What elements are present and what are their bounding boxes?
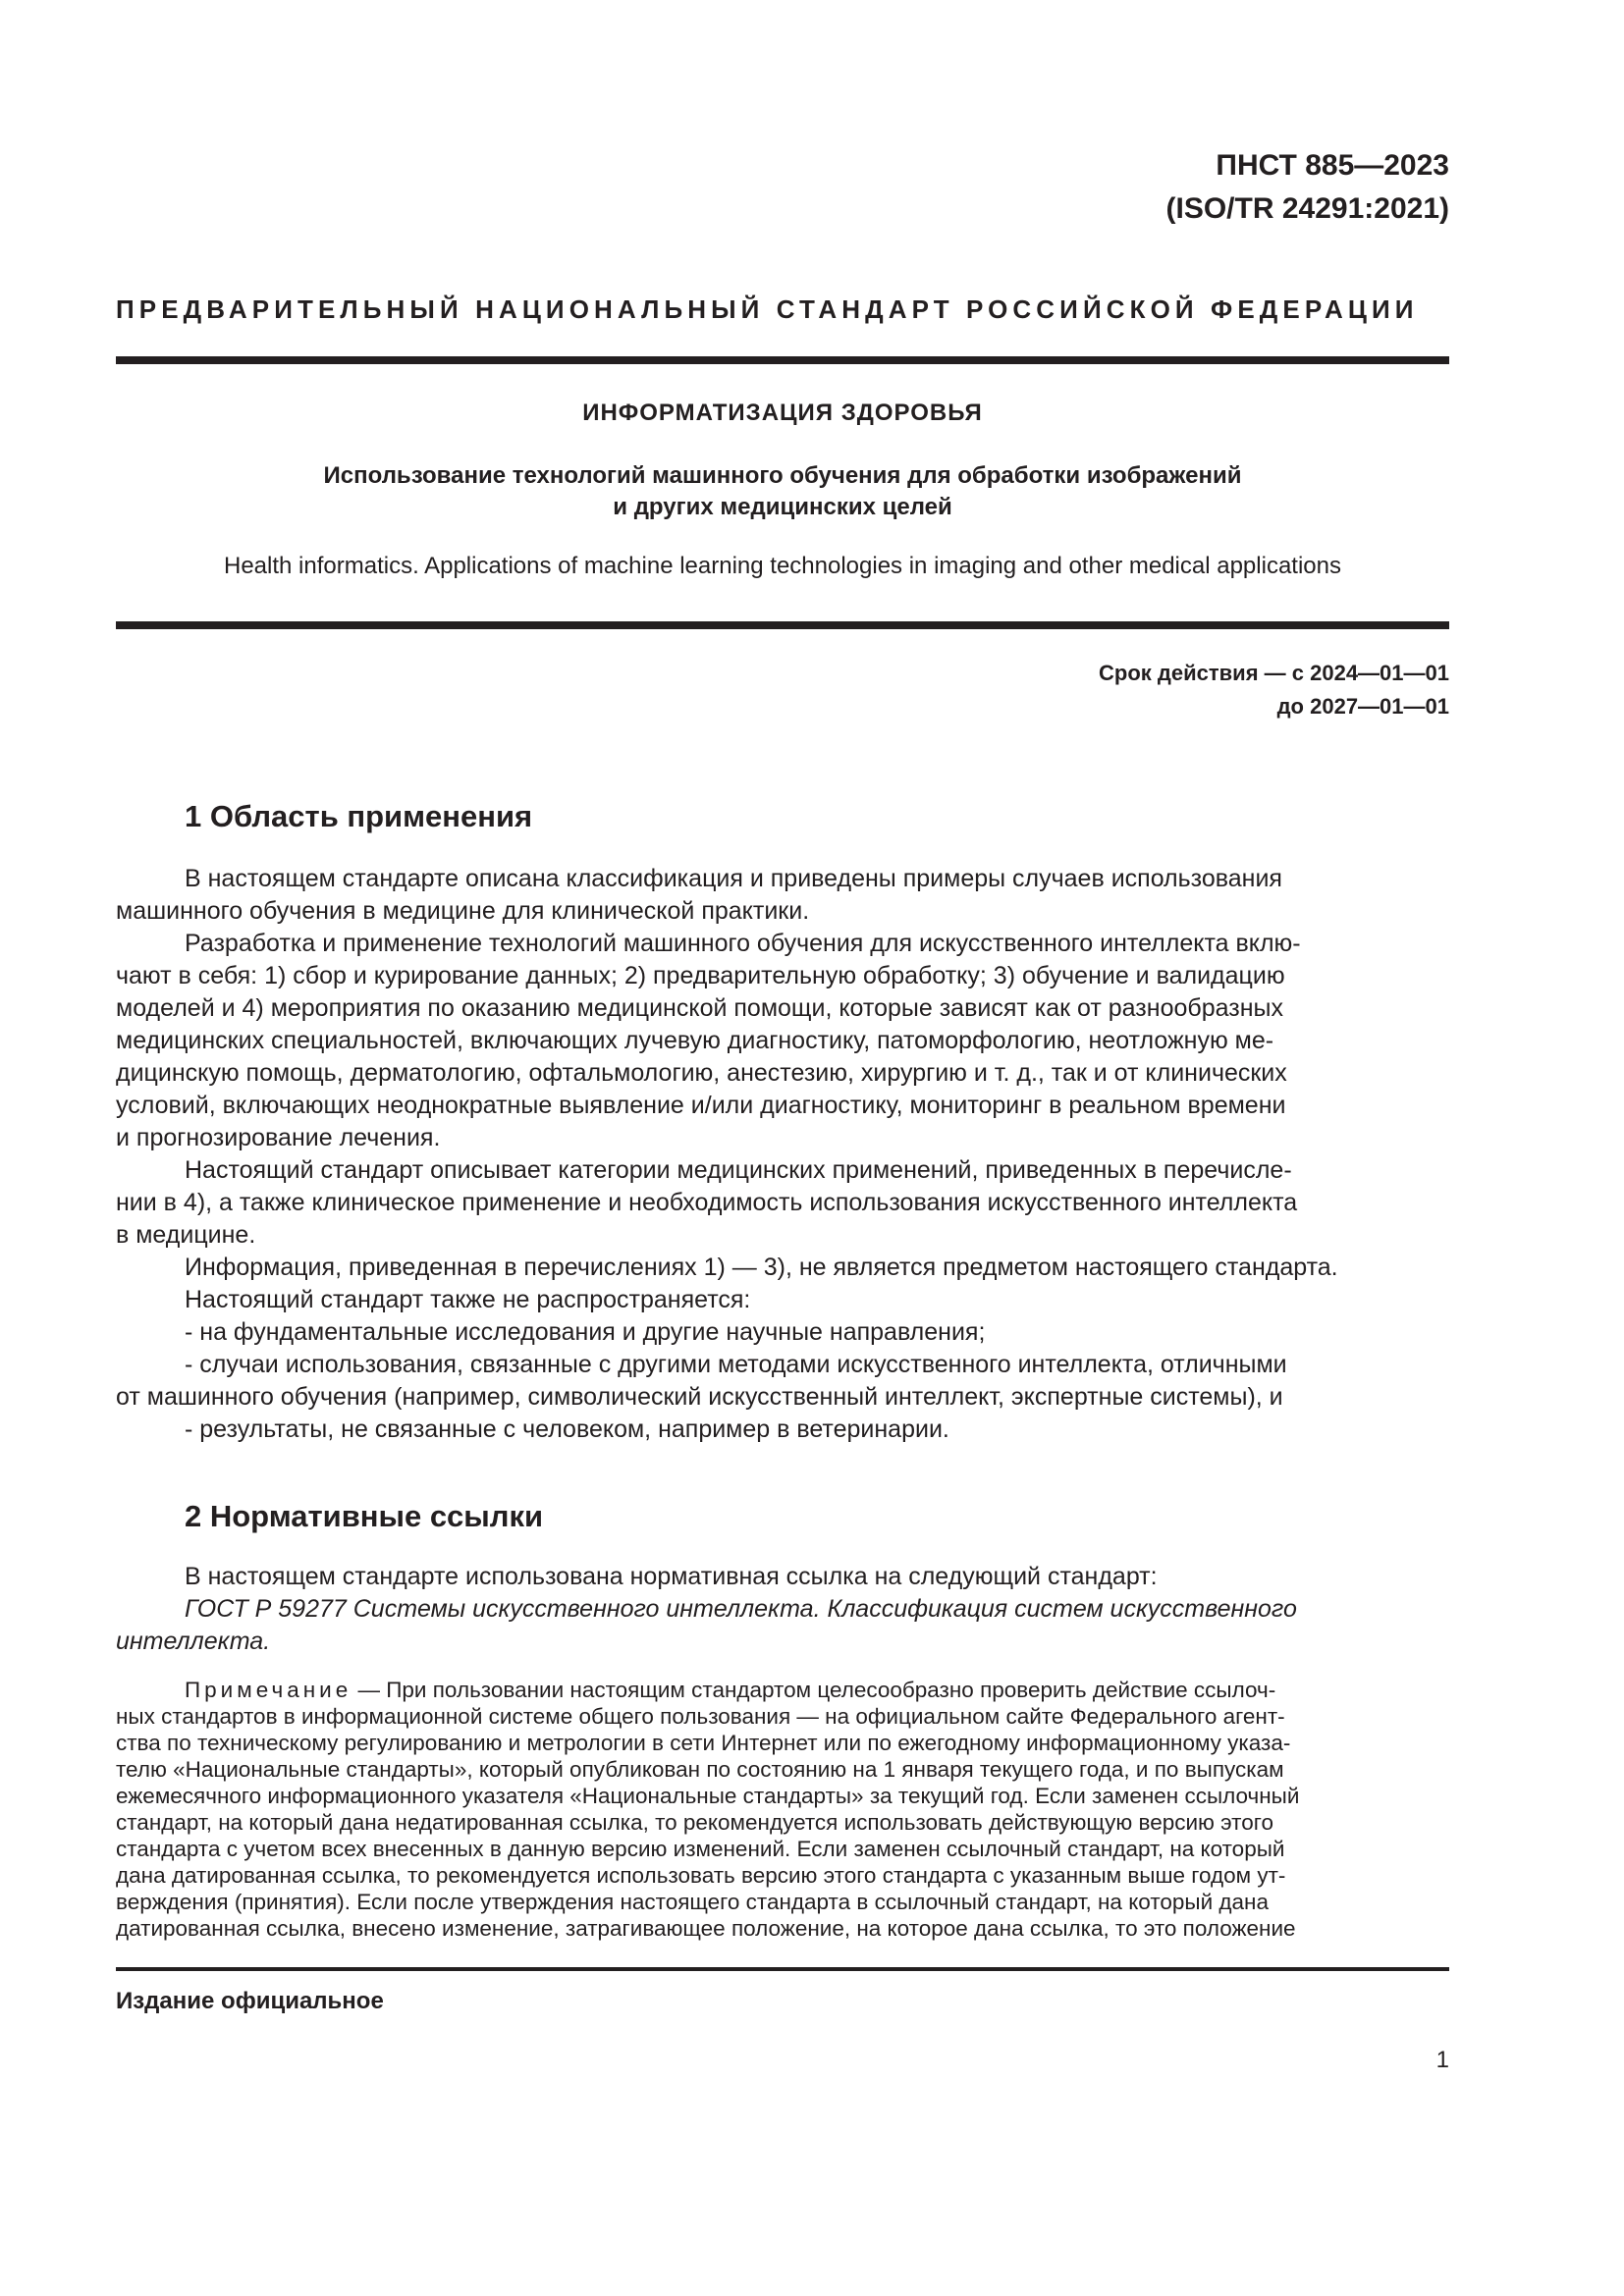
section1-line: Разработка и применение технологий машинного обучения для искусственного интеллекта вклю- <box>185 930 1301 957</box>
section1-line: нии в 4), а также клиническое применение и необходимость использования искусственного интеллекта <box>116 1189 1298 1216</box>
edition-label: Издание официальное <box>116 1988 384 2014</box>
note-line: верждения (принятия). Если после утверждения настоящего стандарта в ссылочный стандарт, на который дана <box>116 1890 1269 1914</box>
note-line: стандарт, на который дана недатированная ссылка, то рекомендуется использовать действующую версию этого <box>116 1810 1273 1835</box>
footer-rule <box>116 1967 1449 1971</box>
note-line: дана датированная ссылка, то рекомендуется использовать версию этого стандарта с указанным выше годом ут- <box>116 1863 1286 1888</box>
note-line: телю «Национальные стандарты», который опубликован по состоянию на 1 января текущего года, и по выпускам <box>116 1757 1284 1782</box>
section2-heading: 2 Нормативные ссылки <box>185 1499 544 1533</box>
standard-code: ПНСТ 885—2023 <box>1216 149 1449 182</box>
note-line <box>185 1677 1449 1703</box>
note-line: датированная ссылка, внесено изменение, затрагивающее положение, на которое дана ссылка, то это положение <box>116 1916 1296 1941</box>
section1-line: дицинскую помощь, дерматологию, офтальмологию, анестезию, хирургию и т. д., так и от клинических <box>116 1059 1287 1087</box>
note-line: ежемесячного информационного указателя «Национальные стандарты» за текущий год. Если заменен ссылочный <box>116 1784 1300 1808</box>
section1-line: чают в себя: 1) сбор и курирование данных; 2) предварительную обработку; 3) обучение и валидацию <box>116 962 1285 989</box>
section1-line: в медицине. <box>116 1221 256 1249</box>
title-ru-line2: и других медицинских целей <box>613 494 952 520</box>
note-line: стандарта с учетом всех внесенных в данную версию изменений. Если заменен ссылочный стандарт, на который <box>116 1837 1285 1861</box>
iso-code: (ISO/TR 24291:2021) <box>1165 192 1449 225</box>
title-en: Health informatics. Applications of machine learning technologies in imaging and other medical applications <box>224 553 1341 579</box>
title-rule <box>116 621 1449 629</box>
page-number: 1 <box>1435 2047 1449 2073</box>
section1-line: условий, включающих неоднократные выявление и/или диагностику, мониторинг в реальном времени <box>116 1092 1286 1119</box>
section1-line: Настоящий стандарт описывает категории медицинских применений, приведенных в перечисле- <box>185 1156 1292 1184</box>
section1-line: моделей и 4) мероприятия по оказанию медицинской помощи, которые зависят как от разнообразных <box>116 994 1283 1022</box>
section1-line: - на фундаментальные исследования и другие научные направления; <box>185 1318 986 1346</box>
validity-line2: до 2027—01—01 <box>1276 694 1449 719</box>
note-line: ных стандартов в информационной системе общего пользования — на официальном сайте Федерального агент- <box>116 1704 1285 1729</box>
section2-reference-cont: интеллекта. <box>116 1628 271 1655</box>
section1-line: медицинских специальностей, включающих лучевую диагностику, патоморфологию, неотложную ме- <box>116 1027 1274 1054</box>
top-rule <box>116 356 1449 364</box>
section1-heading: 1 Область применения <box>185 799 533 833</box>
note-text: — При пользовании настоящим стандартом целесообразно проверить действие ссылоч- <box>352 1678 1276 1702</box>
note-line: ства по техническому регулированию и метрологии в сети Интернет или по ежегодному информационному указа- <box>116 1731 1291 1755</box>
section1-line: и прогнозирование лечения. <box>116 1124 441 1151</box>
section1-line: - случаи использования, связанные с другими методами искусственного интеллекта, отличными <box>185 1351 1287 1378</box>
section1-line: машинного обучения в медицине для клинической практики. <box>116 897 810 925</box>
subject-title: ИНФОРМАТИЗАЦИЯ ЗДОРОВЬЯ <box>582 400 983 426</box>
title-ru-line1: Использование технологий машинного обучения для обработки изображений <box>323 462 1242 489</box>
section1-line: Настоящий стандарт также не распространяется: <box>185 1286 751 1313</box>
note-label: Примечание <box>185 1678 352 1702</box>
validity-line1: Срок действия — с 2024—01—01 <box>1099 661 1449 685</box>
section2-reference: ГОСТ Р 59277 Системы искусственного интеллекта. Классификация систем искусственного <box>185 1595 1297 1623</box>
document-heading: ПРЕДВАРИТЕЛЬНЫЙ НАЦИОНАЛЬНЫЙ СТАНДАРТ РОССИЙСКОЙ ФЕДЕРАЦИИ <box>116 294 1419 324</box>
section1-line: - результаты, не связанные с человеком, например в ветеринарии. <box>185 1415 949 1443</box>
section1-line: Информация, приведенная в перечислениях 1) — 3), не является предметом настоящего стандарта. <box>185 1254 1338 1281</box>
section2-intro: В настоящем стандарте использована нормативная ссылка на следующий стандарт: <box>185 1563 1158 1590</box>
section1-line: В настоящем стандарте описана классификация и приведены примеры случаев использования <box>185 865 1282 892</box>
section1-line: от машинного обучения (например, символический искусственный интеллект, экспертные системы), и <box>116 1383 1283 1411</box>
